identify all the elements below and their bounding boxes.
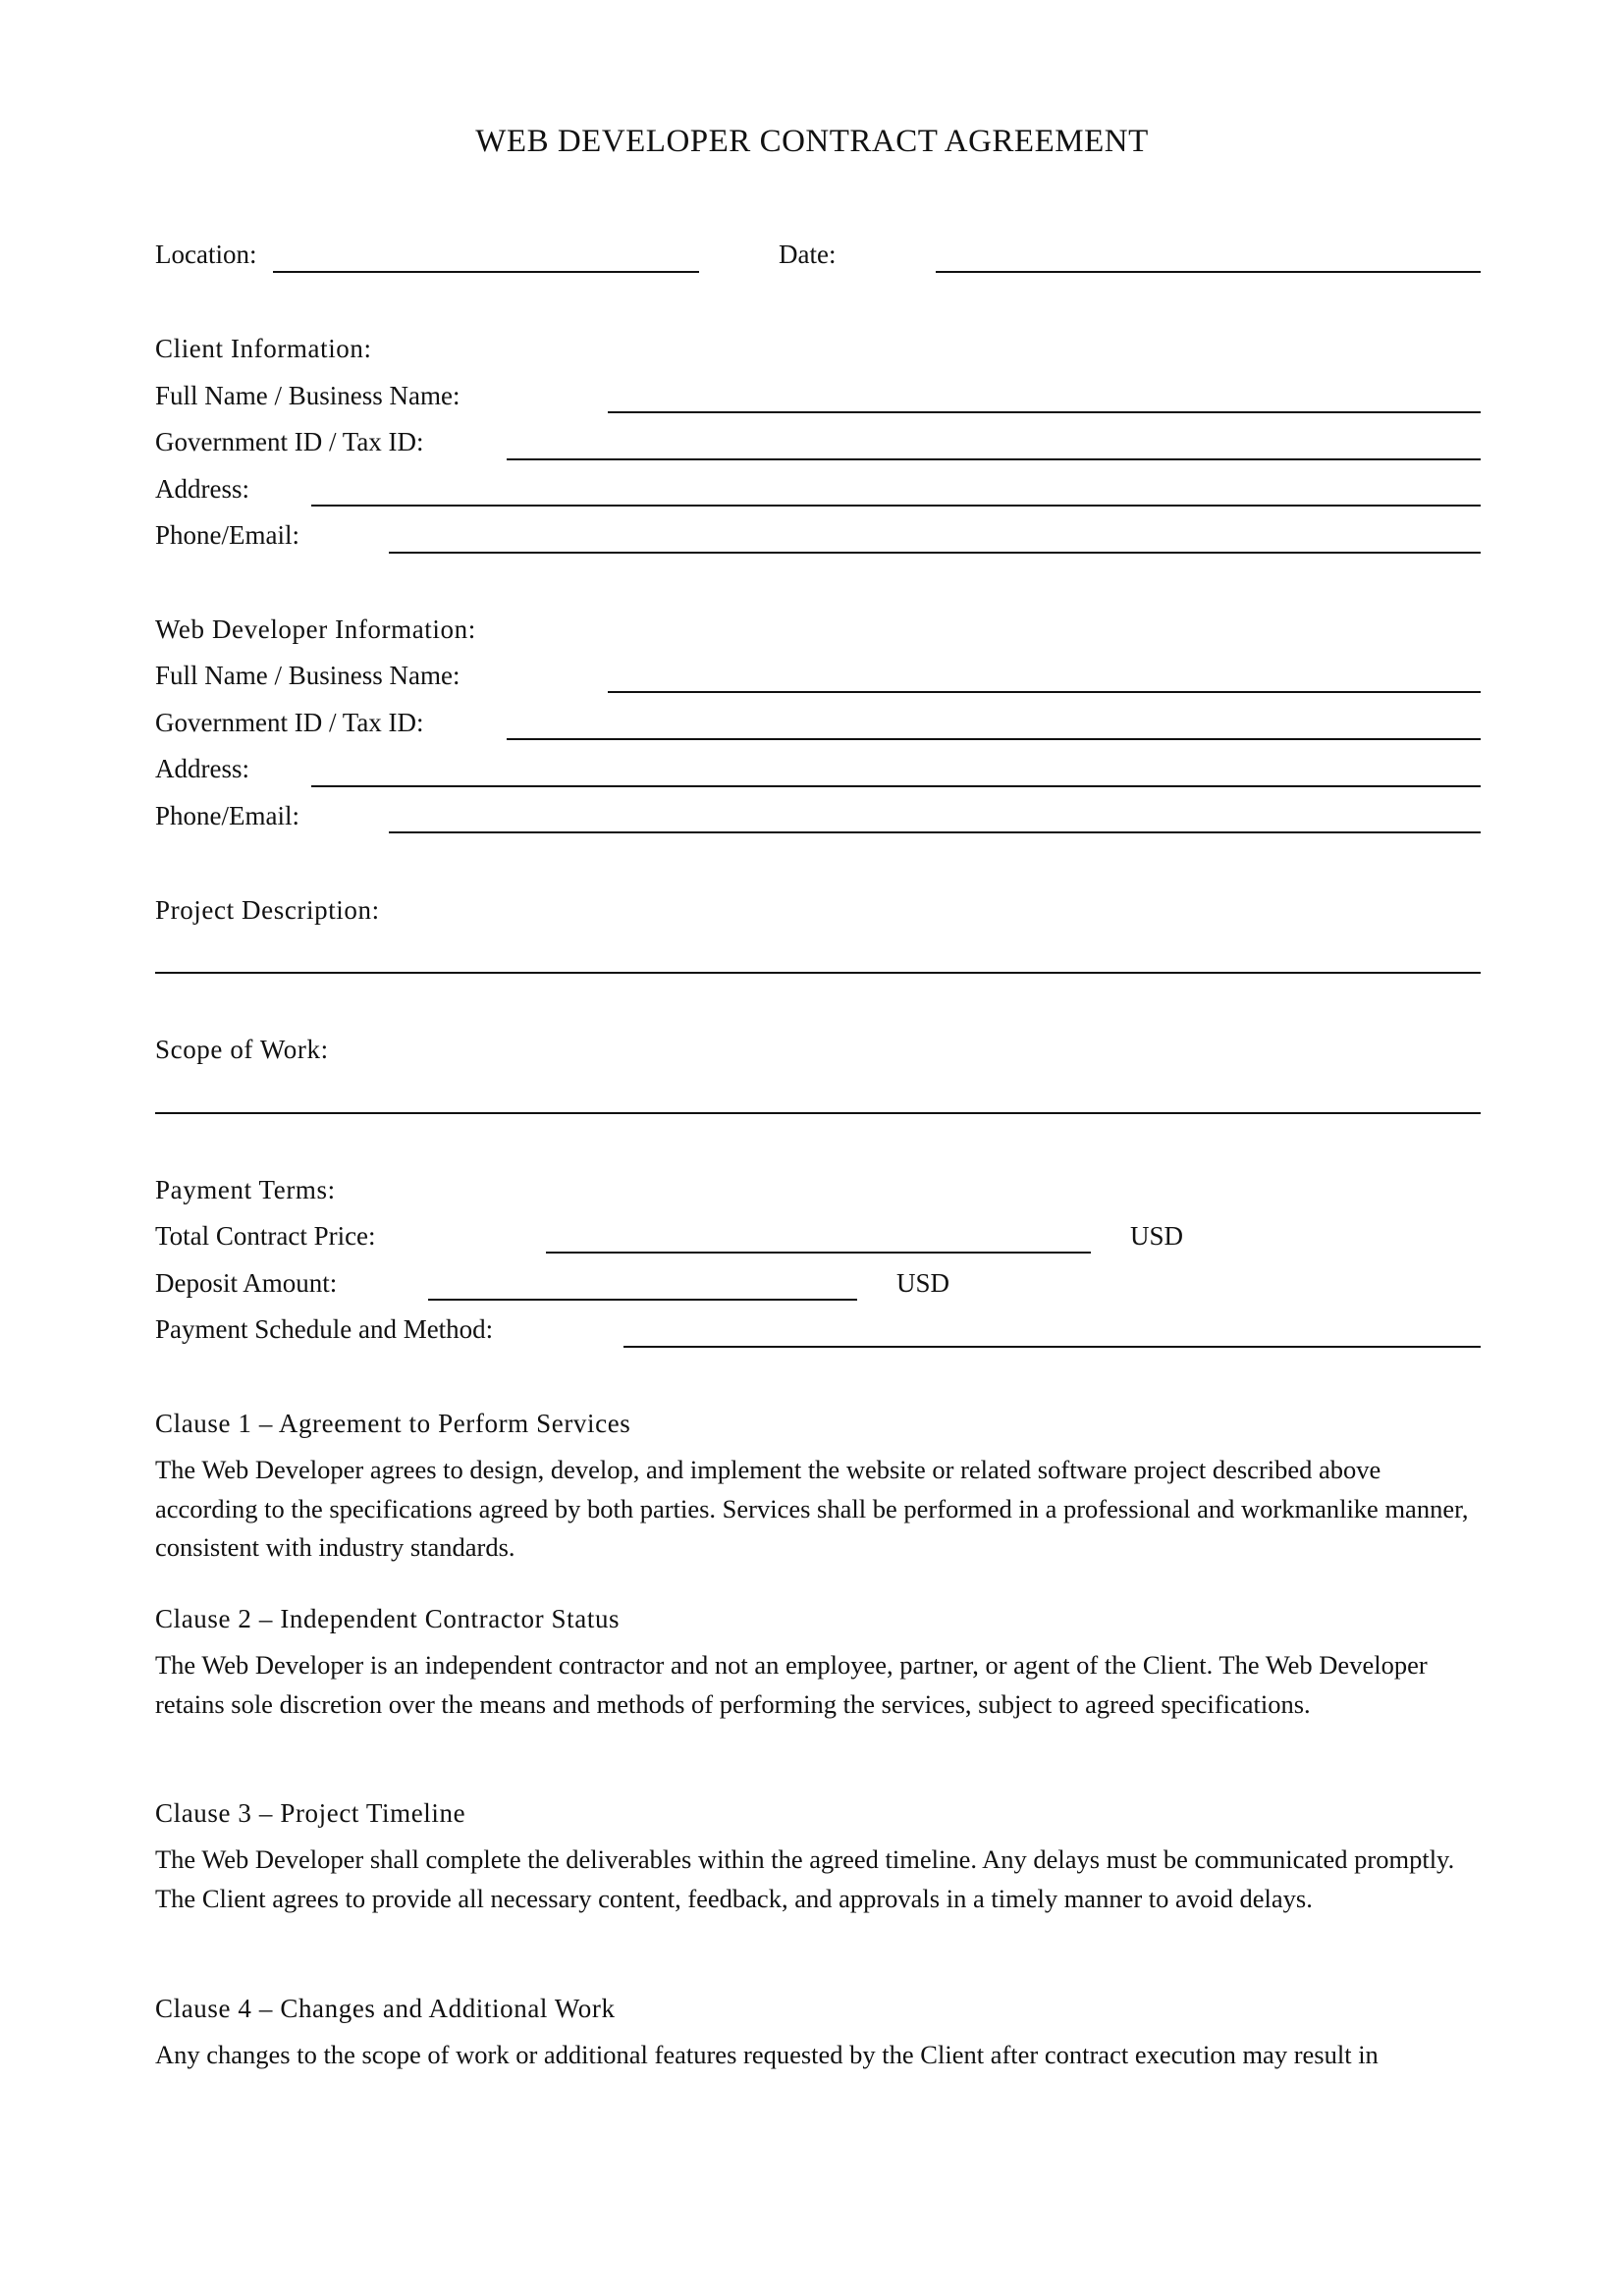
scope-of-work-field[interactable]: [155, 1112, 1481, 1114]
client-address-field[interactable]: [311, 505, 1481, 507]
client-contact-field[interactable]: [389, 552, 1481, 554]
developer-name-label: Full Name / Business Name:: [155, 661, 460, 690]
project-description-field[interactable]: [155, 972, 1481, 974]
developer-contact-label: Phone/Email:: [155, 801, 299, 830]
client-name-label: Full Name / Business Name:: [155, 381, 460, 410]
developer-id-field[interactable]: [507, 738, 1481, 740]
client-info-heading: Client Information:: [155, 334, 372, 363]
payment-schedule-label: Payment Schedule and Method:: [155, 1314, 494, 1344]
developer-contact-field[interactable]: [389, 831, 1481, 833]
clause-1-heading: Clause 1 – Agreement to Perform Services: [155, 1409, 631, 1438]
developer-info-heading: Web Developer Information:: [155, 614, 476, 644]
scope-of-work-heading: Scope of Work:: [155, 1035, 329, 1064]
clause-2-heading: Clause 2 – Independent Contractor Status: [155, 1604, 621, 1633]
payment-terms-heading: Payment Terms:: [155, 1175, 336, 1204]
developer-address-field[interactable]: [311, 785, 1481, 787]
clause-4-body: Any changes to the scope of work or additional features requested by the Client after contract execution may result in: [155, 2040, 1379, 2069]
client-address-label: Address:: [155, 474, 249, 504]
date-label: Date:: [779, 240, 837, 269]
clause-4-heading: Clause 4 – Changes and Additional Work: [155, 1994, 616, 2023]
total-price-field[interactable]: [546, 1252, 1091, 1254]
project-description-heading: Project Description:: [155, 895, 380, 925]
clause-3-heading: Clause 3 – Project Timeline: [155, 1798, 466, 1828]
total-price-currency: USD: [1130, 1221, 1184, 1251]
total-price-label: Total Contract Price:: [155, 1221, 376, 1251]
developer-name-field[interactable]: [608, 691, 1481, 693]
deposit-field[interactable]: [428, 1299, 857, 1301]
location-label: Location:: [155, 240, 257, 269]
client-name-field[interactable]: [608, 411, 1481, 413]
clause-2-body: The Web Developer is an independent contractor and not an employee, partner, or agent of the Client. The Web Developer retains sole discretion over the means and methods of performing the services, subject to agreed specifications.: [155, 1650, 1428, 1719]
client-contact-label: Phone/Email:: [155, 520, 299, 550]
deposit-label: Deposit Amount:: [155, 1268, 338, 1298]
date-field[interactable]: [936, 271, 1481, 273]
clause-1-body: The Web Developer agrees to design, develop, and implement the website or related software project described above according to the specifications agreed by both parties. Services shall be performed in a professional and workmanlike manner, consistent with industry standards.: [155, 1455, 1469, 1562]
developer-id-label: Government ID / Tax ID:: [155, 708, 424, 737]
client-id-label: Government ID / Tax ID:: [155, 427, 424, 456]
payment-schedule-field[interactable]: [623, 1346, 1481, 1348]
client-id-field[interactable]: [507, 458, 1481, 460]
document-title: WEB DEVELOPER CONTRACT AGREEMENT: [475, 124, 1149, 159]
clause-3-body: The Web Developer shall complete the deliverables within the agreed timeline. Any delays must be communicated promptly. The Client agrees to provide all necessary content, feedback, and approvals in a timely manner to avoid delays.: [155, 1844, 1455, 1913]
location-field[interactable]: [273, 271, 699, 273]
deposit-currency: USD: [896, 1268, 950, 1298]
developer-address-label: Address:: [155, 754, 249, 783]
